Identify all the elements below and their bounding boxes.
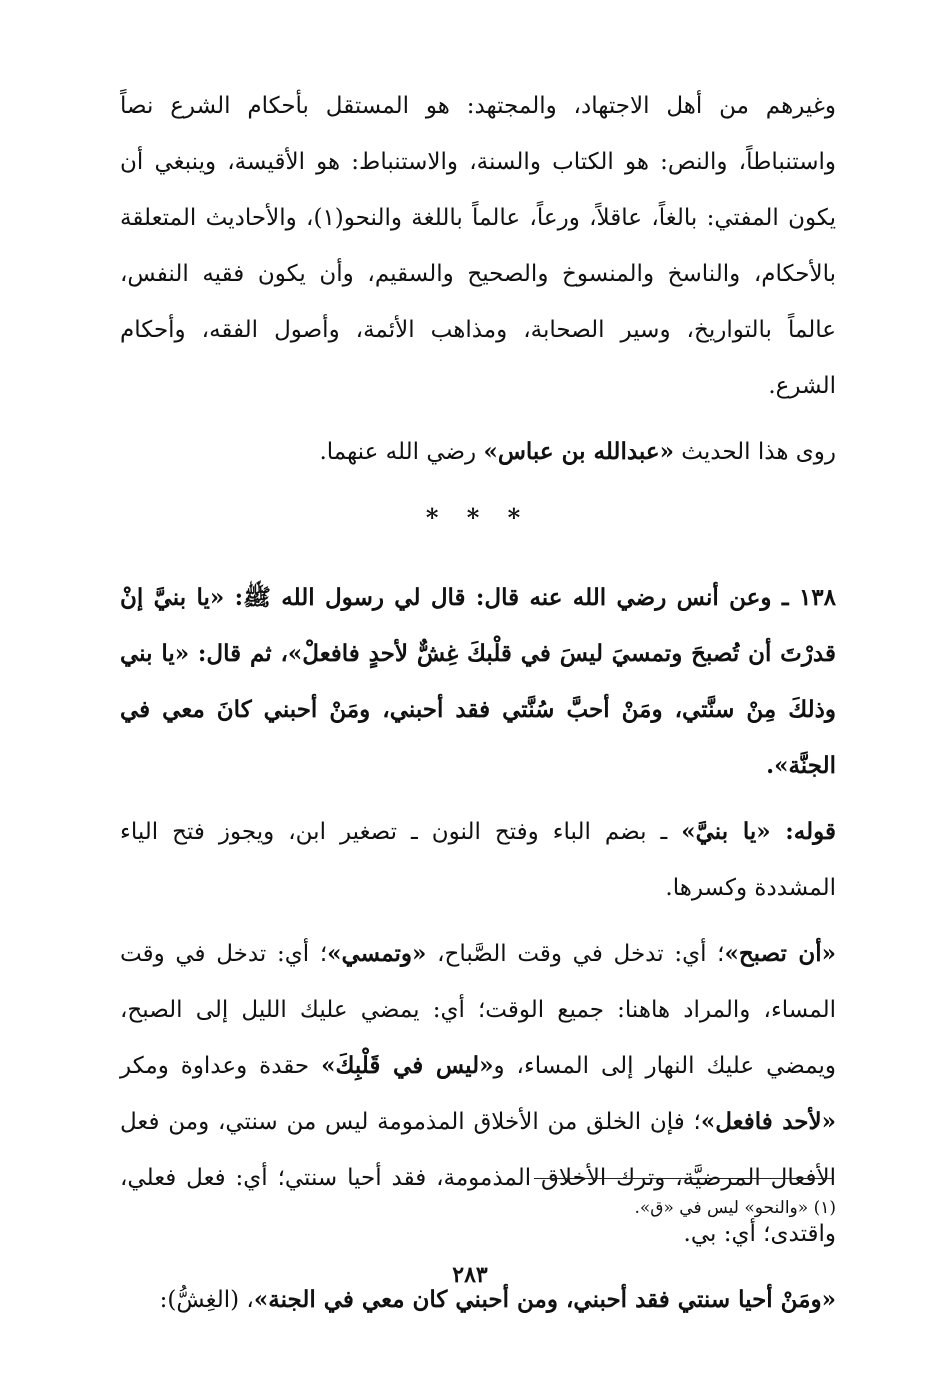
text-ghish: ، (الغِشُّ):	[159, 1287, 254, 1313]
quote-liahad-faf-al: «لأحد فافعل»	[700, 1108, 836, 1135]
quote-an-tusbih: «أن تصبح»	[724, 940, 836, 967]
section-separator: * * *	[425, 503, 531, 532]
explanation-ya-bunayya: ـ بضم الباء وفتح النون ـ تصغير ابن، ويجوز فتح الياء المشددة وكسرها.	[120, 819, 836, 901]
quote-tumsi: «وتمسي»	[327, 940, 427, 967]
narrator-blessing: رضي الله عنهما.	[319, 439, 484, 465]
quote-laysa-fi-qalbik: «ليس في قَلْبِكَ»	[321, 1052, 494, 1079]
text-an-tusbih-4: ؛ فإن الخلق من الأخلاق المذمومة ليس من سنتي، ومن فعل الأفعال المرضيَّة، وترك الأخلاق المذمومة، فقد أحيا سنتي؛ أي: فعل فعلي، واقتدى؛ أي: بي.	[120, 1109, 836, 1247]
body-text	[120, 78, 836, 1338]
hadith-138: ١٣٨ ـ وعن أنس رضي الله عنه قال: قال لي رسول الله ﷺ: «يا بنيَّ إنْ قدرْتَ أن تُصبحَ وتمسيَ ليسَ في قلْبكَ غِشٌّ لأحدٍ فافعلْ»، ثم قال: «يا بني وذلكَ مِنْ سنَّتي، ومَنْ أحبَّ سُنَّتي فقد أحبني، ومَنْ أحبني كانَ معي في الجنَّة».	[120, 584, 836, 779]
paragraph-mufti-conditions: وغيرهم من أهل الاجتهاد، والمجتهد: هو المستقل بأحكام الشرع نصاً واستنباطاً، والنص: هو الكتاب والسنة، والاستنباط: هو الأقيسة، وينبغي أن يكون المفتي: بالغاً، عاقلاً، ورعاً، عالماً باللغة والنحو(١)، والأحاديث المتعلقة بالأحكام، والناسخ والمنسوخ والصحيح والسقيم، وأن يكون فقيه النفس، عالماً بالتواريخ، وسير الصحابة، ومذاهب الأئمة، وأصول الفقه، وأحكام الشرع.	[120, 93, 836, 399]
footnote-divider	[534, 1178, 834, 1179]
paragraph-ya-bunayya	[120, 804, 836, 916]
text-an-tusbih-2: ؛ أي: تدخل في وقت المساء، والمراد هاهنا: جميع الوقت؛ أي: يمضي عليك الليل إلى الصبح، ويمضي عليك النهار إلى المساء، و	[120, 941, 836, 1079]
page-number: ٢٨٣	[452, 1262, 488, 1288]
narrator-intro: روى هذا الحديث	[673, 439, 836, 465]
text-an-tusbih-1: ؛ أي: تدخل في وقت الصَّباح،	[426, 941, 725, 967]
narrator-name: «عبدالله بن عباس»	[483, 438, 674, 465]
quote-man-ahya: «ومَنْ أحيا سنتي فقد أحبني، ومن أحبني كان معي في الجنة»	[253, 1286, 836, 1313]
paragraph-narrator	[120, 424, 836, 480]
quote-ya-bunayya: قوله: «يا بنيَّ»	[681, 818, 836, 845]
footnote: (١) «والنحو» ليس في «ق».	[634, 1198, 836, 1218]
text-an-tusbih-3: حقدة وعداوة ومكر	[120, 1053, 322, 1079]
